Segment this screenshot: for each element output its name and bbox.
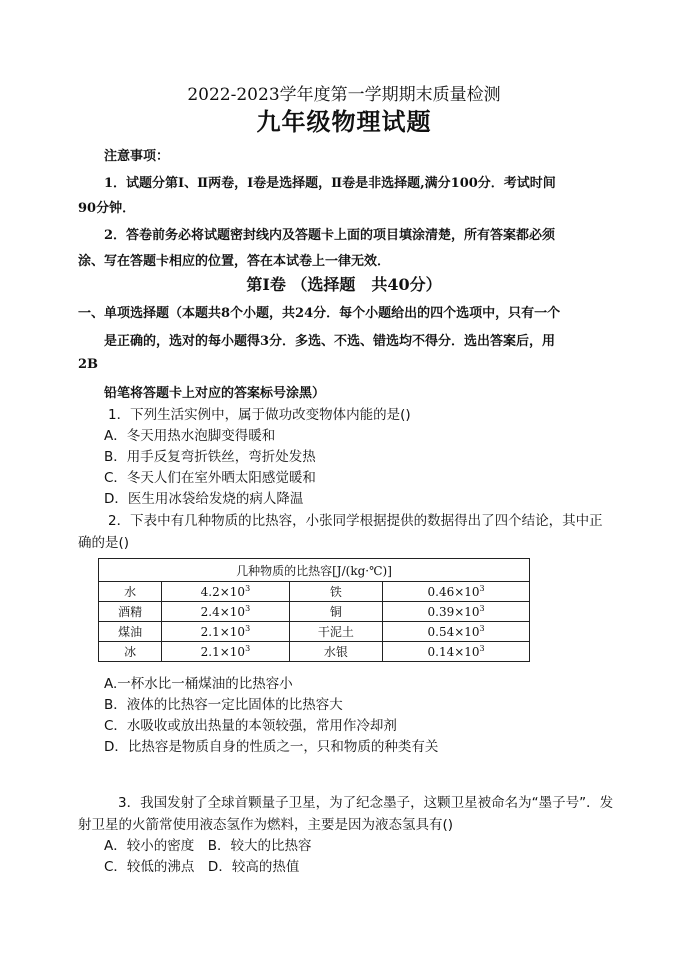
- section-heading: 第Ⅰ卷 （选择题 共40分）: [246, 275, 442, 294]
- section-instruction-4: 铅笔将答题卡上对应的答案标号涂黑）: [104, 386, 326, 401]
- question-2-option-b: B．液体的比热容一定比固体的比热容大: [104, 697, 343, 713]
- question-3-stem: 3．我国发射了全球首颗量子卫星，为了纪念墨子，这颗卫星被命名为“墨子号”．发: [118, 795, 614, 811]
- table-cell: 干泥土: [289, 622, 382, 642]
- question-1-option-b: B．用手反复弯折铁丝，弯折处发热: [104, 449, 316, 465]
- question-3-stem-cont: 射卫星的火箭常使用液态氢作为燃料，主要是因为液态氢具有(): [78, 817, 454, 833]
- question-2-option-c: C．水吸收或放出热量的本领较强，常用作冷却剂: [104, 718, 397, 734]
- question-2-option-d: D．比热容是物质自身的性质之一，只和物质的种类有关: [104, 739, 439, 755]
- question-1-option-c: C．冬天人们在室外晒太阳感觉暖和: [104, 470, 316, 486]
- question-1-option-a: A．冬天用热水泡脚变得暖和: [104, 428, 276, 444]
- question-2-stem-cont: 确的是(): [78, 535, 130, 551]
- table-cell: 铜: [289, 602, 382, 622]
- table-cell: $4.2\times 10^3$: [162, 582, 290, 602]
- table-cell: $2.4\times 10^3$: [162, 602, 290, 622]
- table-cell: 铁: [289, 582, 382, 602]
- table-cell: 冰: [99, 642, 162, 662]
- table-cell: $2.1\times 10^3$: [162, 642, 290, 662]
- table-cell: 水: [99, 582, 162, 602]
- section-instruction-2: 是正确的，选对的每小题得3分．多选、不选、错选均不得分．选出答案后，用: [104, 334, 556, 349]
- table-row: [99, 642, 530, 662]
- section-instruction-1: 一、单项选择题（本题共8个小题，共24分．每个小题给出的四个选项中，只有一个: [78, 306, 561, 321]
- question-1-option-d: D．医生用冰袋给发烧的病人降温: [104, 491, 304, 507]
- table-row: [99, 602, 530, 622]
- exam-title: 2022-2023学年度第一学期期末质量检测: [187, 85, 501, 105]
- table-cell: $0.14\times 10^3$: [383, 642, 530, 662]
- question-3-options-row-1: A．较小的密度 B．较大的比热容: [104, 838, 312, 854]
- table-cell: $0.54\times 10^3$: [383, 622, 530, 642]
- table-cell: $2.1\times 10^3$: [162, 622, 290, 642]
- table-row: [99, 622, 530, 642]
- notes-heading: 注意事项：: [104, 149, 170, 164]
- note-line-1-cont: 90分钟．: [78, 201, 136, 216]
- specific-heat-table: [98, 558, 530, 662]
- table-cell: $0.46\times 10^3$: [383, 582, 530, 602]
- section-instruction-3: 2B: [78, 357, 99, 372]
- table-caption: 几种物质的比热容[J/(kg·℃)]: [99, 559, 530, 582]
- question-2-stem: 2．下表中有几种物质的比热容，小张同学根据提供的数据得出了四个结论，其中正: [108, 513, 603, 529]
- table-row: [99, 582, 530, 602]
- question-2-option-a: A.一杯水比一桶煤油的比热容小: [104, 676, 293, 692]
- question-3-options-row-2: C．较低的沸点 D．较高的热值: [104, 859, 300, 875]
- note-line-2-cont: 涂、写在答题卡相应的位置，答在本试卷上一律无效．: [78, 254, 391, 269]
- note-line-1: 1．试题分第Ⅰ、Ⅱ两卷，Ⅰ卷是选择题，Ⅱ卷是非选择题,满分100分．考试时间: [104, 176, 556, 191]
- table-cell: 煤油: [99, 622, 162, 642]
- subject-title: 九年级物理试题: [256, 107, 432, 136]
- question-1-stem: 1．下列生活实例中，属于做功改变物体内能的是(): [108, 407, 411, 423]
- table-cell: 酒精: [99, 602, 162, 622]
- table-cell: 水银: [289, 642, 382, 662]
- note-line-2: 2．答卷前务必将试题密封线内及答题卡上面的项目填涂清楚，所有答案都必须: [104, 228, 556, 243]
- table-cell: $0.39\times 10^3$: [383, 602, 530, 622]
